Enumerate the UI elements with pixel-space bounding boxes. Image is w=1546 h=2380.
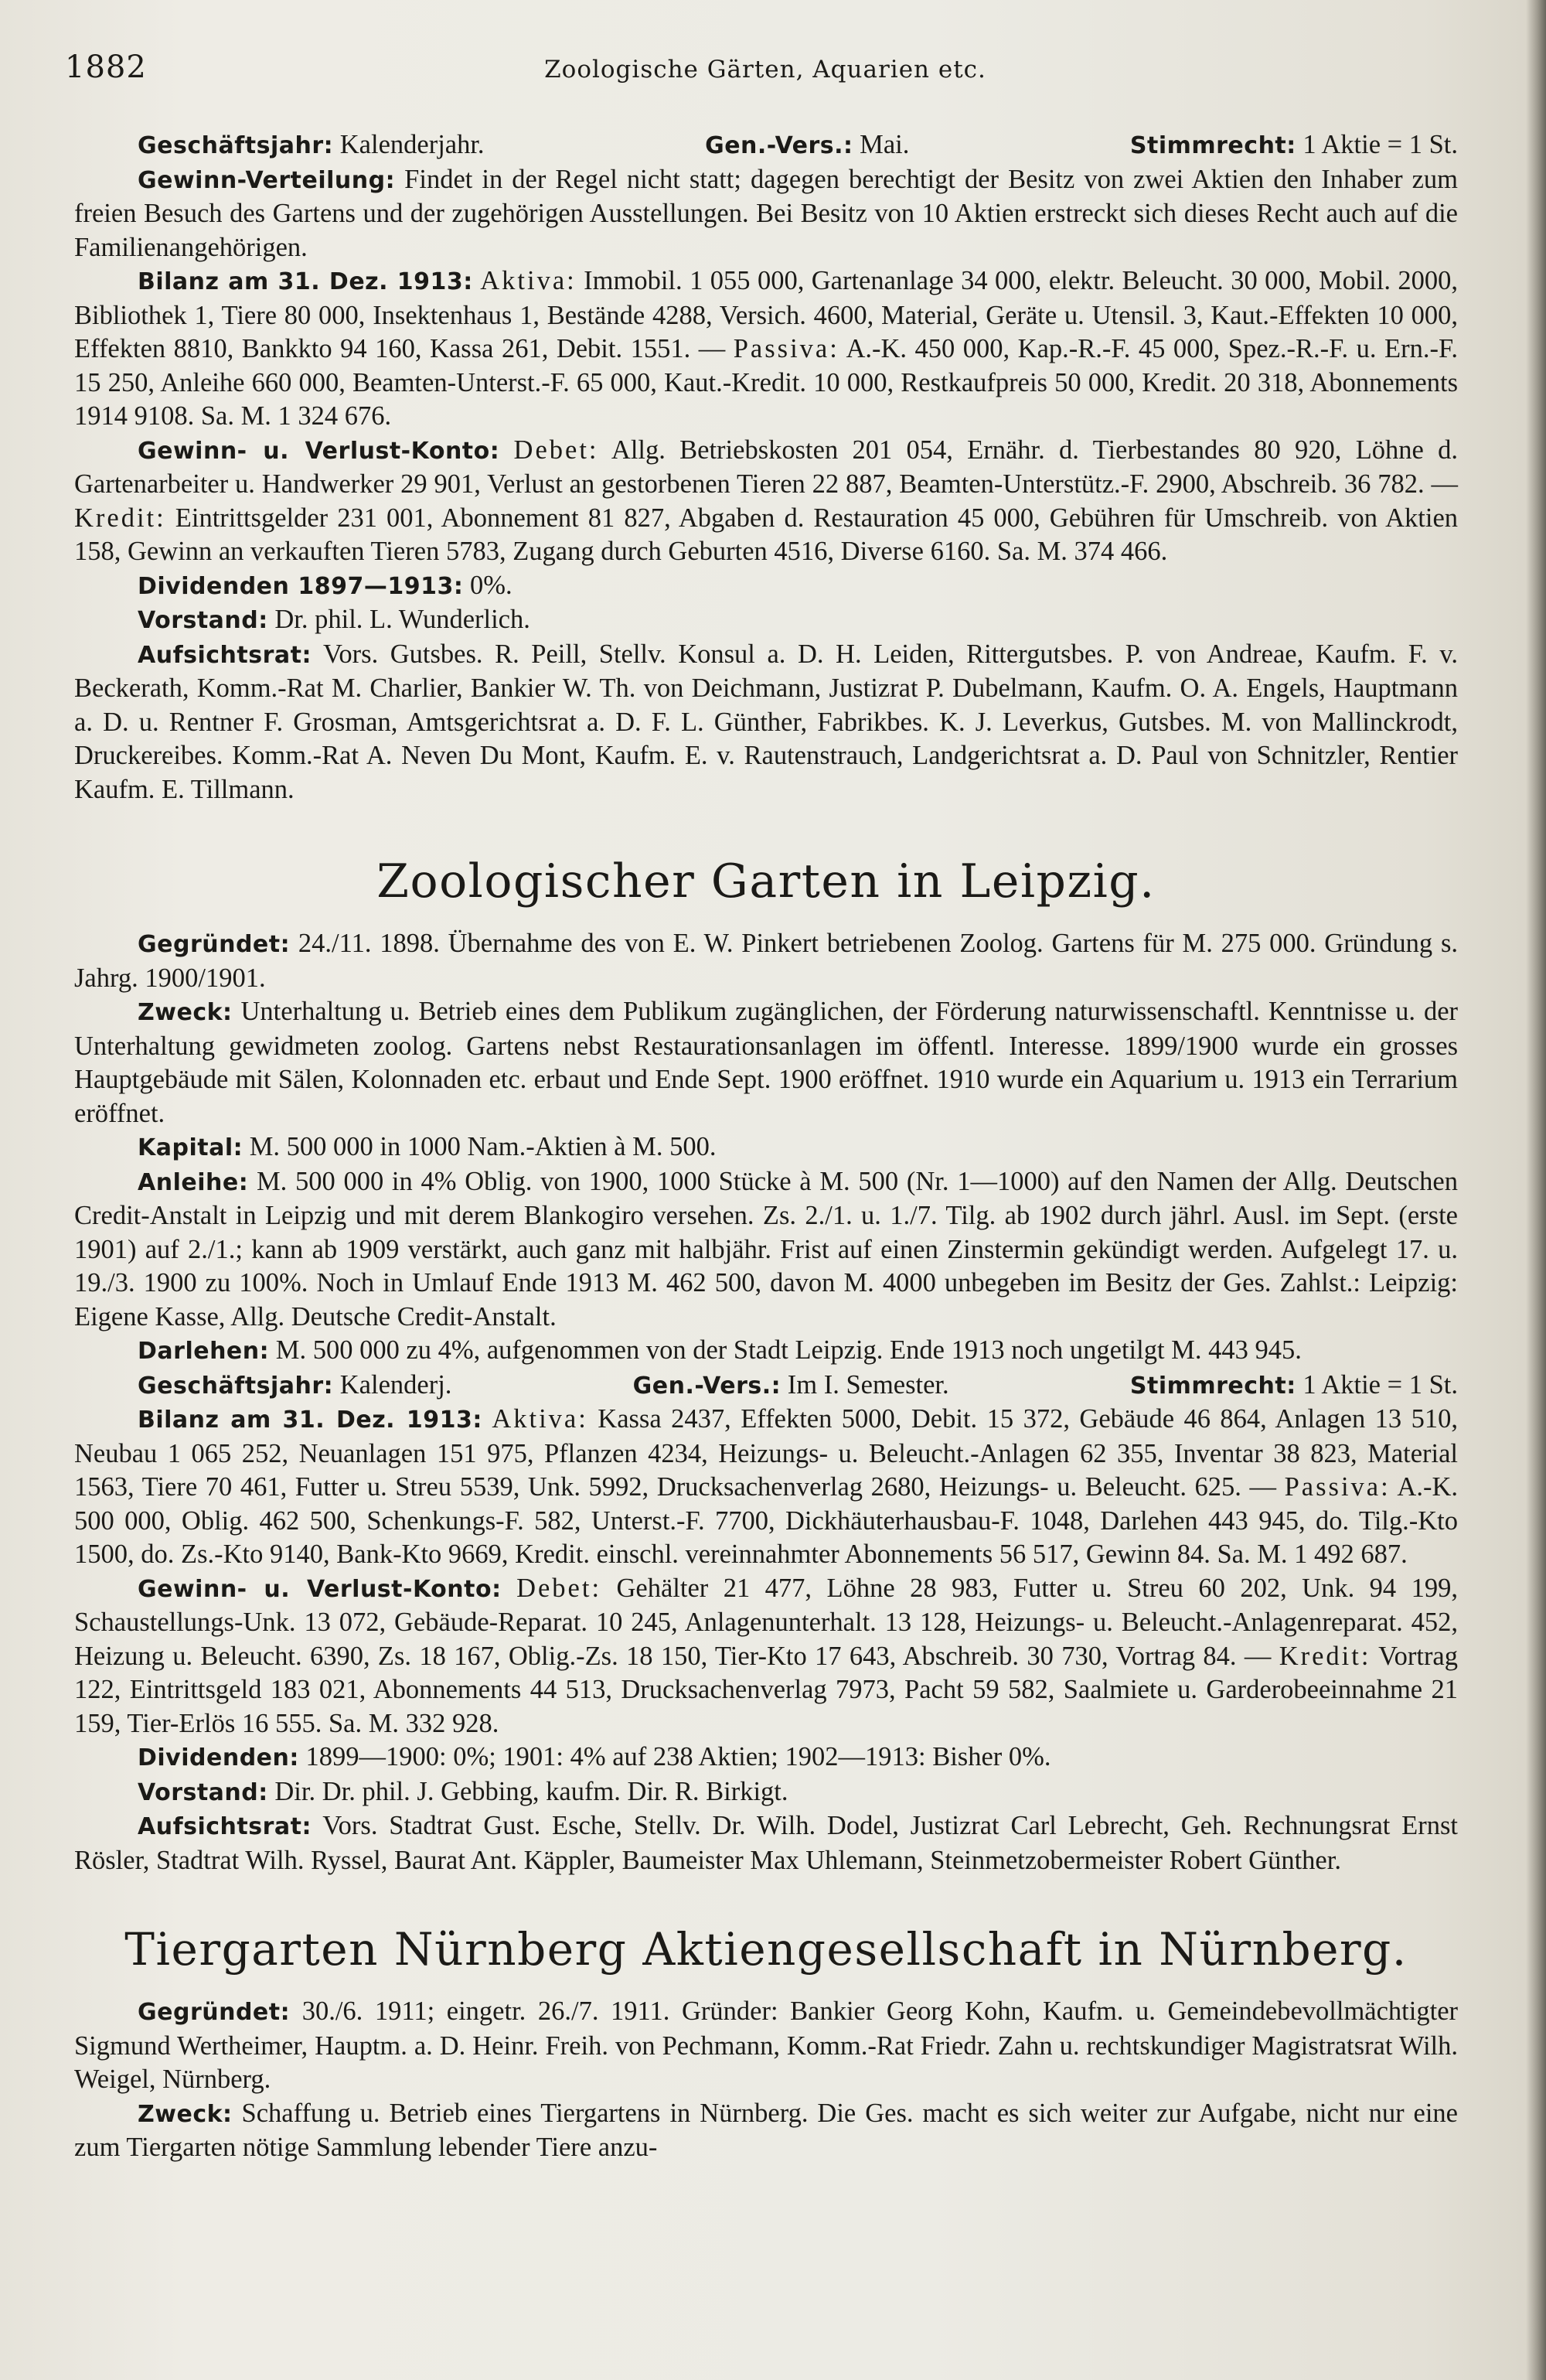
page-content xyxy=(74,128,1458,2165)
company-title-nuernberg: Tiergarten Nürnberg Aktiengesellschaft in Nürnberg. xyxy=(124,1923,1408,1976)
guv-paragraph: Gewinn- u. Verlust-Konto: Debet: Gehälter 21 477, Löhne 28 983, Futter u. Streu 60 202, Unk. 94 199, Schaustellungs-Unk. 13 072, Gebäude-Reparat. 10 245, Anlagenunterhalt. 13 128, Heizungs- u. Beleucht.-Anlagenreparat. 452, Heizung u. Beleucht. 6390, Zs. 18 167, Oblig.-Zs. 18 150, Tier-Kto 17 643, Abschreib. 30 730, Vortrag 84. — Kredit: Vortrag 122, Eintrittsgeld 183 021, Abonnements 44 513, Drucksachenverlag 7973, Pacht 59 582, Saalmiete u. Garderobeeinnahme 21 159, Tier-Erlös 16 555. Sa. M. 332 928. xyxy=(74,1573,1459,1738)
aufsichtsrat-paragraph: Aufsichtsrat: Vors. Gutsbes. R. Peill, Stellv. Konsul a. D. H. Leiden, Rittergutsbes. P. von Andreae, Kaufm. F. v. Beckerath, Komm.-Rat M. Charlier, Bankier W. Th. von Deichmann, Justizrat P. Dubelmann, Kaufm. O. A. Engels, Hauptmann a. D. u. Rentner F. Grosman, Amtsgerichtsrat a. D. F. L. Günther, Fabrikbes. K. J. Leverkus, Gutsbes. M. von Mallinckrodt, Druckereibes. Komm.-Rat A. Neven Du Mont, Kaufm. E. v. Rautenstrauch, Landgerichtsrat a. D. Paul von Schnitzler, Rentier Kaufm. E. Tillmann. xyxy=(74,639,1458,804)
page-number: 1882 xyxy=(65,49,147,85)
aufsichtsrat-paragraph: Aufsichtsrat: Vors. Stadtrat Gust. Esche, Stellv. Dr. Wilh. Dodel, Justizrat Carl Lebrecht, Geh. Rechnungsrat Ernst Rösler, Stadtrat Wilh. Ryssel, Baurat Ant. Käppler, Baumeister Max Uhlemann, Steinmetzobermeister Robert Günther. xyxy=(74,1811,1458,1875)
anleihe-paragraph: Anleihe: M. 500 000 in 4% Oblig. von 1900, 1000 Stücke à M. 500 (Nr. 1—1000) auf den Namen der Allg. Deutschen Credit-Anstalt in Leipzig und mit derem Blankogiro versehen. Zs. 2./1. u. 1./7. Tilg. ab 1902 durch jährl. Ausl. im Sept. (erste 1901) auf 2./1.; kann ab 1909 verstärkt, auch ganz mit halbjähr. Frist auf einen Zinstermin gekündigt werden. Aufgelegt 17. u. 19./3. 1900 zu 100%. Noch in Umlauf Ende 1913 M. 462 500, davon M. 4000 unbegeben im Besitz der Ges. Zahlst.: Leipzig: Eigene Kasse, Allg. Deutsche Credit-Anstalt. xyxy=(74,1166,1458,1332)
genvers-entry: Gen.-Vers.: Mai. xyxy=(705,130,910,159)
kapital-paragraph: Kapital: M. 500 000 in 1000 Nam.-Aktien à M. 500. xyxy=(138,1132,717,1161)
company-title-leipzig: Zoologischer Garten in Leipzig. xyxy=(376,854,1156,909)
gewinnverteilung-paragraph: Gewinn-Verteilung: Findet in der Regel nicht statt; dagegen berechtigt der Besitz von zwei Aktien den Inhaber zum freien Besuch des Gartens und der zugehörigen Ausstellungen. Bei Besitz von 10 Aktien erstreckt sich dieses Recht auch auf die Familienangehörigen. xyxy=(74,164,1458,262)
geschaeftsjahr-entry: Geschäftsjahr: Kalenderjahr. xyxy=(138,130,485,159)
zweck-paragraph: Zweck: Schaffung u. Betrieb eines Tiergartens in Nürnberg. Die Ges. macht es sich weiter zur Aufgabe, nicht nur eine zum Tiergarten nötige Sammlung lebender Tiere anzu- xyxy=(74,2098,1458,2162)
running-head: Zoologische Gärten, Aquarien etc. xyxy=(544,56,986,84)
vorstand-paragraph: Vorstand: Dr. phil. L. Wunderlich. xyxy=(138,605,530,634)
dividenden-paragraph: Dividenden: 1899—1900: 0%; 1901: 4% auf 238 Aktien; 1902—1913: Bisher 0%. xyxy=(138,1742,1051,1771)
genvers-entry: Gen.-Vers.: Im I. Semester. xyxy=(632,1369,949,1400)
vorstand-paragraph: Vorstand: Dir. Dr. phil. J. Gebbing, kaufm. Dir. R. Birkigt. xyxy=(138,1776,788,1806)
bilanz-paragraph: Bilanz am 31. Dez. 1913: Aktiva: Kassa 2437, Effekten 5000, Debit. 15 372, Gebäude 46 864, Anlagen 13 510, Neubau 1 065 252, Neuanlagen 151 975, Pflanzen 4234, Heizungs- u. Beleucht.-Anlagen 62 355, Inventar 38 823, Material 1563, Tiere 70 461, Futter u. Streu 5539, Unk. 5992, Drucksachenverlag 2680, Heizungs- u. Beleucht. 625. — Passiva: A.-K. 500 000, Oblig. 462 500, Schenkungs-F. 582, Unterst.-F. 7700, Dickhäuterhausbau-F. 1048, Darlehen 443 945, do. Tilg.-Kto 1500, do. Zs.-Kto 9140, Bank-Kto 9669, Kredit. einschl. vereinnahmter Abonnements 56 517, Gewinn 84. Sa. M. 1 492 687. xyxy=(74,1404,1459,1569)
zweck-paragraph: Zweck: Unterhaltung u. Betrieb eines dem Publikum zugänglichen, der Förderung naturwissenschaftl. Kenntnisse u. der Unterhaltung gewidmeten zoolog. Gartens nebst Restaurationsanlagen im öffentl. Interesse. 1899/1900 wurde ein grosses Hauptgebäude mit Sälen, Kolonnaden etc. erbaut und Ende Sept. 1900 eröffnet. 1910 wurde ein Aquarium u. 1913 ein Terrarium eröffnet. xyxy=(74,997,1458,1128)
stimmrecht-entry: Stimmrecht: 1 Aktie = 1 St. xyxy=(1129,1369,1458,1400)
guv-paragraph: Gewinn- u. Verlust-Konto: Debet: Allg. Betriebskosten 201 054, Ernähr. d. Tierbestandes 80 920, Löhne d. Gartenarbeiter u. Handwerker 29 901, Verlust an gestorbenen Tieren 22 887, Beamten-Unterstütz.-F. 2900, Abschreib. 36 782. — Kredit: Eintrittsgelder 231 001, Abonnement 81 827, Abgaben d. Restauration 45 000, Gebühren für Umschreib. von Aktien 158, Gewinn an verkauften Tieren 5783, Zugang durch Geburten 4516, Diverse 6160. Sa. M. 374 466. xyxy=(74,435,1459,566)
darlehen-paragraph: Darlehen: M. 500 000 zu 4%, aufgenommen von der Stadt Leipzig. Ende 1913 noch ungetilgt M. 443 945. xyxy=(138,1335,1302,1365)
geschaeftsjahr-entry: Geschäftsjahr: Kalenderj. xyxy=(138,1369,452,1400)
meta-line-1 xyxy=(74,128,1458,163)
bilanz-paragraph: Bilanz am 31. Dez. 1913: Aktiva: Immobil. 1 055 000, Gartenanlage 34 000, elektr. Beleucht. 30 000, Mobil. 2000, Bibliothek 1, Tiere 80 000, Insektenhaus 1, Bestände 4288, Versich. 4600, Material, Geräte u. Utensil. 3, Kaut.-Effekten 10 000, Effekten 8810, Bankkto 94 160, Kassa 261, Debit. 1551. — Passiva: A.-K. 450 000, Kap.-R.-F. 45 000, Spez.-R.-F. u. Ern.-F. 15 250, Anleihe 660 000, Beamten-Unterst.-F. 65 000, Kaut.-Kredit. 10 000, Restkaufpreis 50 000, Kredit. 20 318, Abonnements 1914 9108. Sa. M. 1 324 676. xyxy=(74,266,1459,431)
stimmrecht-entry: Stimmrecht: 1 Aktie = 1 St. xyxy=(1129,130,1458,159)
gegruendet-paragraph: Gegründet: 24./11. 1898. Übernahme des von E. W. Pinkert betriebenen Zoolog. Gartens für M. 275 000. Gründung s. Jahrg. 1900/1901. xyxy=(74,929,1458,993)
book-spine-shadow xyxy=(1526,0,1546,2380)
meta-line-2 xyxy=(74,1369,1458,1403)
dividenden-paragraph: Dividenden 1897—1913: 0%. xyxy=(138,570,512,600)
gegruendet-paragraph: Gegründet: 30./6. 1911; eingetr. 26./7. 1911. Gründer: Bankier Georg Kohn, Kaufm. u. Gemeindebevollmächtigter Sigmund Wertheimer, Hauptm. a. D. Heinr. Freih. von Pechmann, Komm.-Rat Friedr. Zahn u. rechtskundiger Magistratsrat Wilh. Weigel, Nürnberg. xyxy=(74,1996,1458,2094)
page-header xyxy=(46,49,1484,96)
